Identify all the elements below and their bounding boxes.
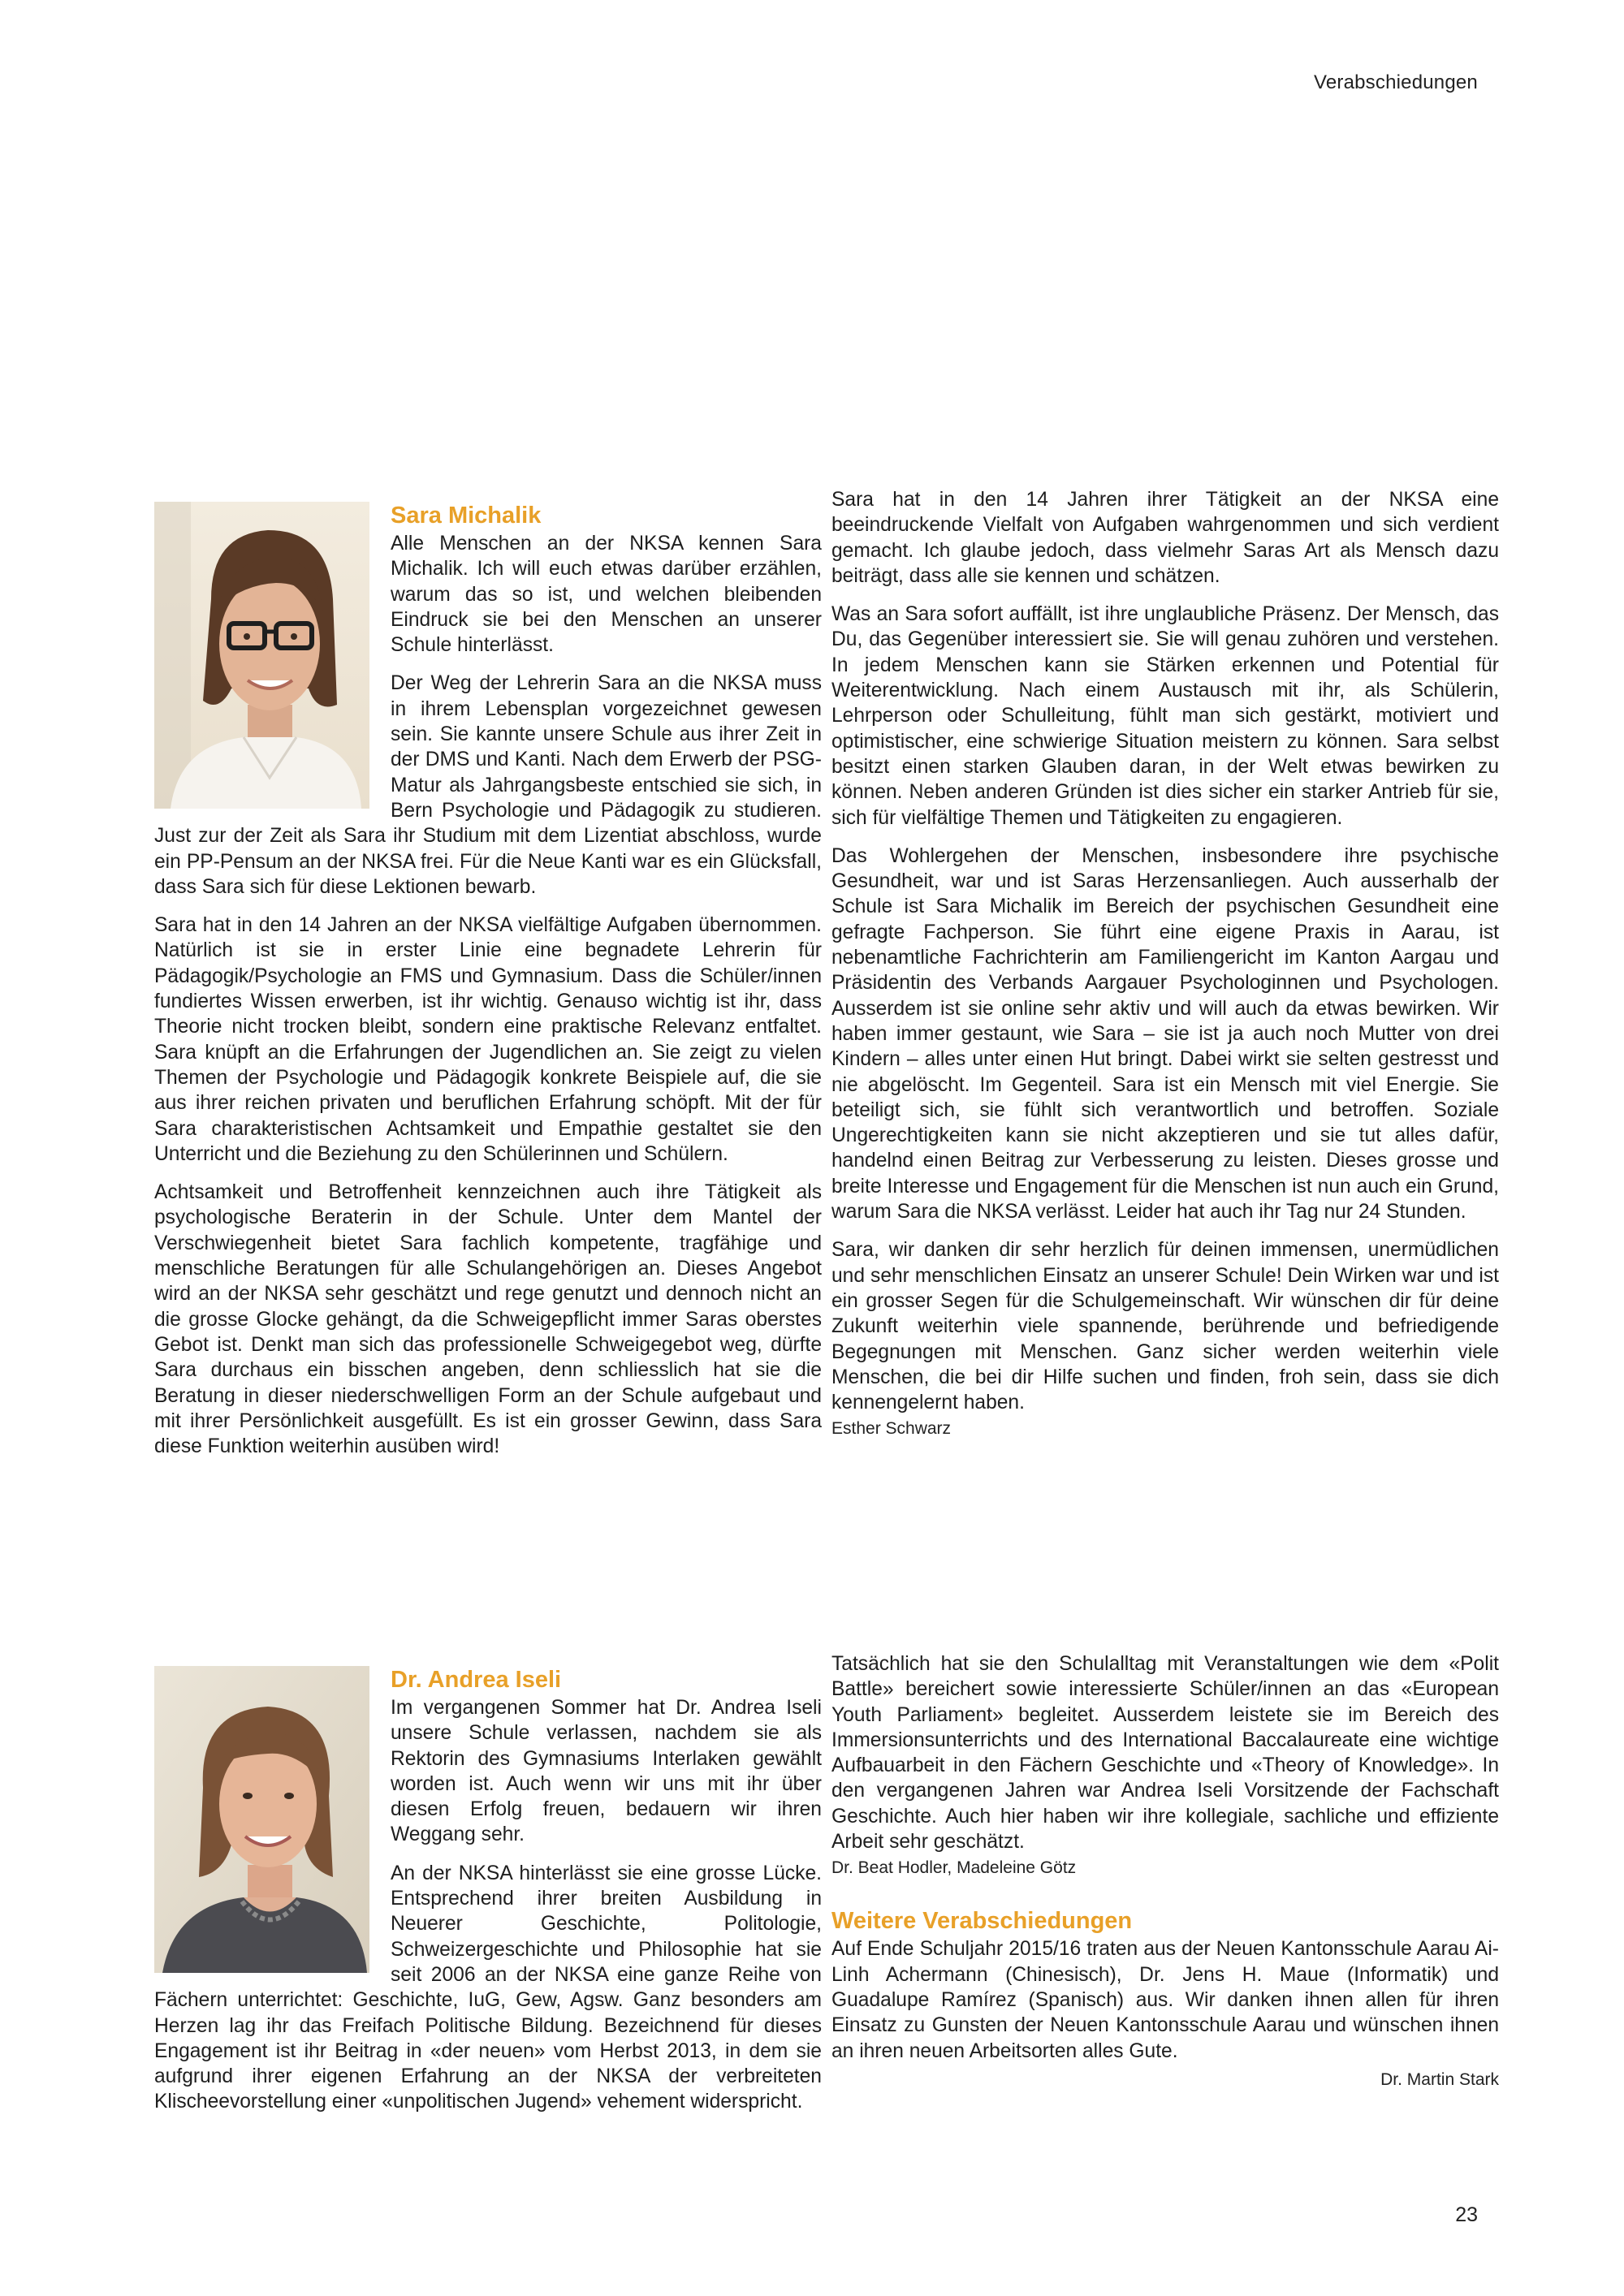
author-signature-stark: Dr. Martin Stark: [1380, 2069, 1499, 2089]
sara-paragraph-1: Alle Menschen an der NKSA kennen Sara Michalik. Ich will euch etwas darüber erzählen, warum das so ist, und welchen bleibenden Eindruck sie bei den Menschen an unserer Schule hinterlässt.: [391, 533, 822, 657]
sara-paragraph-2: Der Weg der Lehrerin Sara an die NKSA muss in ihrem Lebensplan vorgezeichnet gewesen sein. Sie kannte unsere Schule aus ihrer Zeit in der DMS und Kanti. Nach dem Erwerb der PSG-Matur als Jahrgangsbeste entschied sie sich, in Bern Psychologie und Pädagogik zu studieren. Just zur der Zeit als Sara ihr Studium mit dem Lizentiat abschloss, wurde ein PP-Pensum an der NKSA frei. Für die Neue Kanti war es ein Glücksfall, dass Sara sich für diese Lektionen bewarb.: [154, 672, 822, 898]
weitere-paragraph: Auf Ende Schuljahr 2015/16 traten aus der Neuen Kantonsschule Aarau Ai-Linh Achermann (Chinesisch), Dr. Jens H. Maue (Informatik) und Guadalupe Ramírez (Spanisch) aus. Wir danken ihnen allen für ihren Einsatz zu Gunsten der Neuen Kantonsschule Aarau und wünschen ihnen an ihren neuen Arbeitsorten alles Gute.: [831, 1938, 1499, 2062]
andrea-paragraph-2: An der NKSA hinterlässt sie eine grosse Lücke. Entsprechend ihrer breiten Ausbildung in Neuerer Geschichte, Politologie, Schweizergeschichte und Philosophie hat sie seit 2006 an der NKSA eine ganze Reihe von Fächern unterrichtet: Geschichte, IuG, Gew, Agsw. Ganz besonders am Herzen lag ihr das Freifach Politische Bildung. Bezeichnend für dieses Engagement ist ihr Beitrag in «der neuen» vom Herbst 2013, in dem sie aufgrund ihrer eigenen Erfahrung an der NKSA der verbreiteten Klischeevorstellung einer «unpolitischen Jugend» vehement widerspricht.: [154, 1862, 822, 2113]
andrea-left-column: [154, 1666, 822, 2128]
heading-weitere-verabschiedungen: Weitere Verabschiedungen: [831, 1908, 1133, 1935]
sara-paragraph-7: Das Wohlergehen der Menschen, insbesondere ihre psychische Gesundheit, war und ist Saras Herzensanliegen. Auch ausserhalb der Schule ist Sara Michalik im Bereich der psychischen Gesundheit eine gefragte Fachperson. Sie führt eine eigene Praxis in Aarau, ist nebenamtliche Fachrichterin am Familiengericht im Kanton Aargau und Präsidentin des Verbands Aargauer Psychologinnen und Psychologen. Ausserdem ist sie online sehr aktiv und will auch da etwas bewirken. Wir haben immer gestaunt, wie Sara – sie ist ja auch noch Mutter von drei Kindern – alles unter einen Hut bringt. Dabei wirkt sie selten gestresst und nie abgelöscht. Im Gegenteil. Sara ist ein Mensch mit viel Energie. Sie beteiligt sich, sie fühlt sich verantwortlich und betroffen. Soziale Ungerechtigkeiten kann sie nicht akzeptieren und sie tut alles dafür, handelnd einen Beitrag zur Verbesserung zu leisten. Dieses grosse und breite Interesse und Engagement für die Menschen ist nun auch ein Grund, warum Sara die NKSA verlässt. Leider hat auch ihr Tag nur 24 Stunden.: [831, 844, 1499, 1224]
heading-andrea-iseli: Dr. Andrea Iseli: [391, 1667, 562, 1693]
sara-paragraph-6: Was an Sara sofort auffällt, ist ihre unglaubliche Präsenz. Der Mensch, das Du, das Gegenüber interessiert sie. Sie will genau zuhören und verstehen. In jedem Menschen kann sie Stärken erkennen und Potential für Weiterentwicklung. Nach einem Austausch mit ihr, als Schülerin, Lehrperson oder Schulleitung, fühlt man sich gestärkt, motiviert und optimistischer, eine schwierige Situation meistern zu können. Sara selbst besitzt einen starken Glauben daran, in der Welt etwas bewirken zu können. Neben anderen Gründen ist dies sicher ein starker Antrieb für sie, sich für vielfältige Themen und Tätigkeiten zu engagieren.: [831, 603, 1499, 829]
andrea-paragraph-3: Tatsächlich hat sie den Schulalltag mit Veranstaltungen wie dem «Polit Battle» bereichert sowie interessierte Schüler/innen an das «European Youth Parliament» begleitet. Ausserdem leistete sie im Bereich des Immersionsunterrichts und des International Baccalaureate eine wichtige Aufbauarbeit in den Fächern Geschichte und «Theory of Knowledge». In den vergangenen Jahren war Andrea Iseli Vorsitzende der Fachschaft Geschichte. Auch hier haben wir ihre kollegiale, sachliche und effiziente Arbeit sehr geschätzt.: [831, 1653, 1499, 1854]
page-number: 23: [1455, 2203, 1478, 2226]
sara-right-column: [831, 487, 1499, 1440]
author-signature-andrea: Dr. Beat Hodler, Madeleine Götz: [831, 1858, 1077, 1878]
andrea-right-column: [831, 1651, 1499, 2091]
andrea-paragraph-1: Im vergangenen Sommer hat Dr. Andrea Iseli unsere Schule verlassen, nachdem sie als Rektorin des Gymnasiums Interlaken gewählt worden ist. Auch wenn wir uns mit ihr über diesen Erfolg freuen, bedauern wir ihren Weggang sehr.: [391, 1697, 822, 1846]
portrait-photo-andrea: [154, 1666, 369, 1973]
sara-paragraph-8: Sara, wir danken dir sehr herzlich für deinen immensen, unermüdlichen und sehr menschlichen Einsatz an unserer Schule! Dein Wirken war und ist ein grosser Segen für die Schulgemeinschaft. Wir wünschen dir für deine Zukunft weiterhin viele spannende, berührende und befriedigende Begegnungen mit Menschen. Ganz sicher werden weiterhin viele Menschen, die bei dir Hilfe suchen und finden, froh sein, dass sie dich kennengelernt haben.: [831, 1239, 1499, 1414]
sara-paragraph-4: Achtsamkeit und Betroffenheit kennzeichnen auch ihre Tätigkeit als psychologische Beraterin in der Schule. Unter dem Mantel der Verschwiegenheit bietet Sara fachlich kompetente, tragfähige und menschliche Beratungen für alle Schulangehörigen an. Dieses Angebot wird an der NKSA sehr geschätzt und rege genutzt und dennoch nicht an die grosse Glocke gehängt, da die Schweigepflicht immer Saras oberstes Gebot ist. Denkt man sich das professionelle Schweigegebot weg, dürfte Sara durchaus ein bisschen angeben, denn schliesslich hat sie die Beratung in dieser niederschwelligen Form an der Schule aufgebaut und mit ihrer Persönlichkeit ausgefüllt. Es ist ein grosser Gewinn, dass Sara diese Funktion weiterhin ausüben wird!: [154, 1181, 822, 1458]
sara-left-column: [154, 502, 822, 1472]
sara-paragraph-5: Sara hat in den 14 Jahren ihrer Tätigkeit an der NKSA eine beeindruckende Vielfalt von Aufgaben wahrgenommen und sich verdient gemacht. Ich glaube jedoch, dass vielmehr Saras Art als Mensch dazu beiträgt, dass alle sie kennen und schätzen.: [831, 489, 1499, 587]
running-head: Verabschiedungen: [1313, 71, 1478, 93]
author-signature-sara: Esther Schwarz: [831, 1419, 952, 1439]
portrait-photo-sara: [154, 502, 369, 809]
sara-paragraph-3: Sara hat in den 14 Jahren an der NKSA vielfältige Aufgaben übernommen. Natürlich ist sie in erster Linie eine begnadete Lehrerin für Pädagogik/Psychologie an FMS und Gymnasium. Dass die Schüler/innen fundiertes Wissen erwerben, ist ihr wichtig. Genauso wichtig ist ihr, dass Theorie nicht trocken bleibt, sondern eine praktische Relevanz entfaltet. Sara knüpft an die Erfahrungen der Jugendlichen an. Sie zeigt zu vielen Themen der Psychologie und Pädagogik konkrete Beispiele auf, die sie aus ihrer reichen privaten und beruflichen Erfahrung schöpft. Mit der für Sara charakteristischen Achtsamkeit und Empathie gestaltet sie den Unterricht und die Beziehung zu den Schülerinnen und Schülern.: [154, 914, 822, 1165]
heading-sara-michalik: Sara Michalik: [391, 503, 542, 529]
